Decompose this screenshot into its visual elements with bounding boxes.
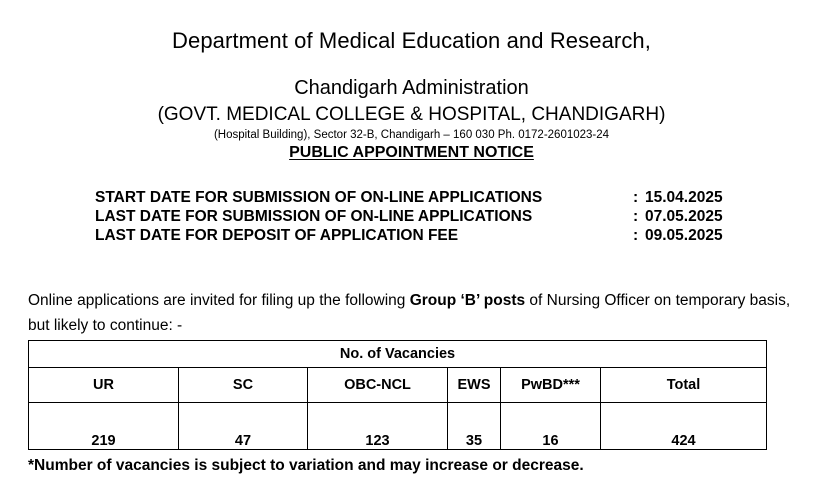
value-cell-total: 424 bbox=[601, 403, 767, 450]
notice-title-text: PUBLIC APPOINTMENT NOTICE bbox=[289, 144, 534, 161]
value-cell-sc: 47 bbox=[179, 403, 308, 450]
start-date-separator: : bbox=[633, 189, 639, 206]
header-cell-pwbd: PwBD*** bbox=[501, 368, 601, 403]
key-dates-block bbox=[95, 188, 775, 245]
last-date-submission-separator: : bbox=[633, 208, 639, 225]
table-header-row bbox=[29, 368, 767, 403]
header-cell-ur: UR bbox=[29, 368, 179, 403]
value-cell-ur: 219 bbox=[29, 403, 179, 450]
value-cell-pwbd: 16 bbox=[501, 403, 601, 450]
vacancy-table bbox=[28, 340, 767, 450]
last-date-submission-row bbox=[95, 207, 775, 226]
vacancy-footnote: *Number of vacancies is subject to variation and may increase or decrease. bbox=[28, 457, 584, 474]
start-date-label: START DATE FOR SUBMISSION OF ON-LINE APPLICATIONS bbox=[95, 189, 543, 206]
table-row bbox=[29, 403, 767, 450]
address-line: (Hospital Building), Sector 32-B, Chandigarh – 160 030 Ph. 0172-2601023-24 bbox=[213, 129, 610, 141]
administration-title: Chandigarh Administration bbox=[294, 77, 529, 99]
table-title-row bbox=[29, 341, 767, 368]
vacancy-table-title: No. of Vacancies bbox=[29, 341, 767, 368]
notice-body-paragraph bbox=[28, 288, 814, 338]
institute-title: (GOVT. MEDICAL COLLEGE & HOSPITAL, CHANDIGARH) bbox=[157, 104, 666, 125]
last-date-fee-row bbox=[95, 226, 775, 245]
header-cell-ews: EWS bbox=[448, 368, 501, 403]
last-date-fee-separator: : bbox=[633, 227, 639, 244]
organization-title: Department of Medical Education and Research, bbox=[172, 28, 651, 53]
last-date-fee-label: LAST DATE FOR DEPOSIT OF APPLICATION FEE bbox=[95, 227, 459, 244]
last-date-submission-label: LAST DATE FOR SUBMISSION OF ON-LINE APPLICATIONS bbox=[95, 208, 533, 225]
last-date-submission-value: 07.05.2025 bbox=[645, 208, 723, 225]
notice-title bbox=[0, 143, 823, 163]
body-bold-phrase: Group ‘B’ posts bbox=[409, 291, 526, 309]
start-date-row bbox=[95, 188, 775, 207]
header-cell-obc-ncl: OBC-NCL bbox=[308, 368, 448, 403]
body-text-before-bold: Online applications are invited for filing up the following bbox=[28, 291, 410, 309]
header-cell-sc: SC bbox=[179, 368, 308, 403]
value-cell-obc-ncl: 123 bbox=[308, 403, 448, 450]
last-date-fee-value: 09.05.2025 bbox=[645, 227, 723, 244]
header-cell-total: Total bbox=[601, 368, 767, 403]
body-text-after-bold: of Nursing Officer on temporary basis, but likely to continue: - bbox=[28, 291, 791, 334]
value-cell-ews: 35 bbox=[448, 403, 501, 450]
start-date-value: 15.04.2025 bbox=[645, 189, 723, 206]
